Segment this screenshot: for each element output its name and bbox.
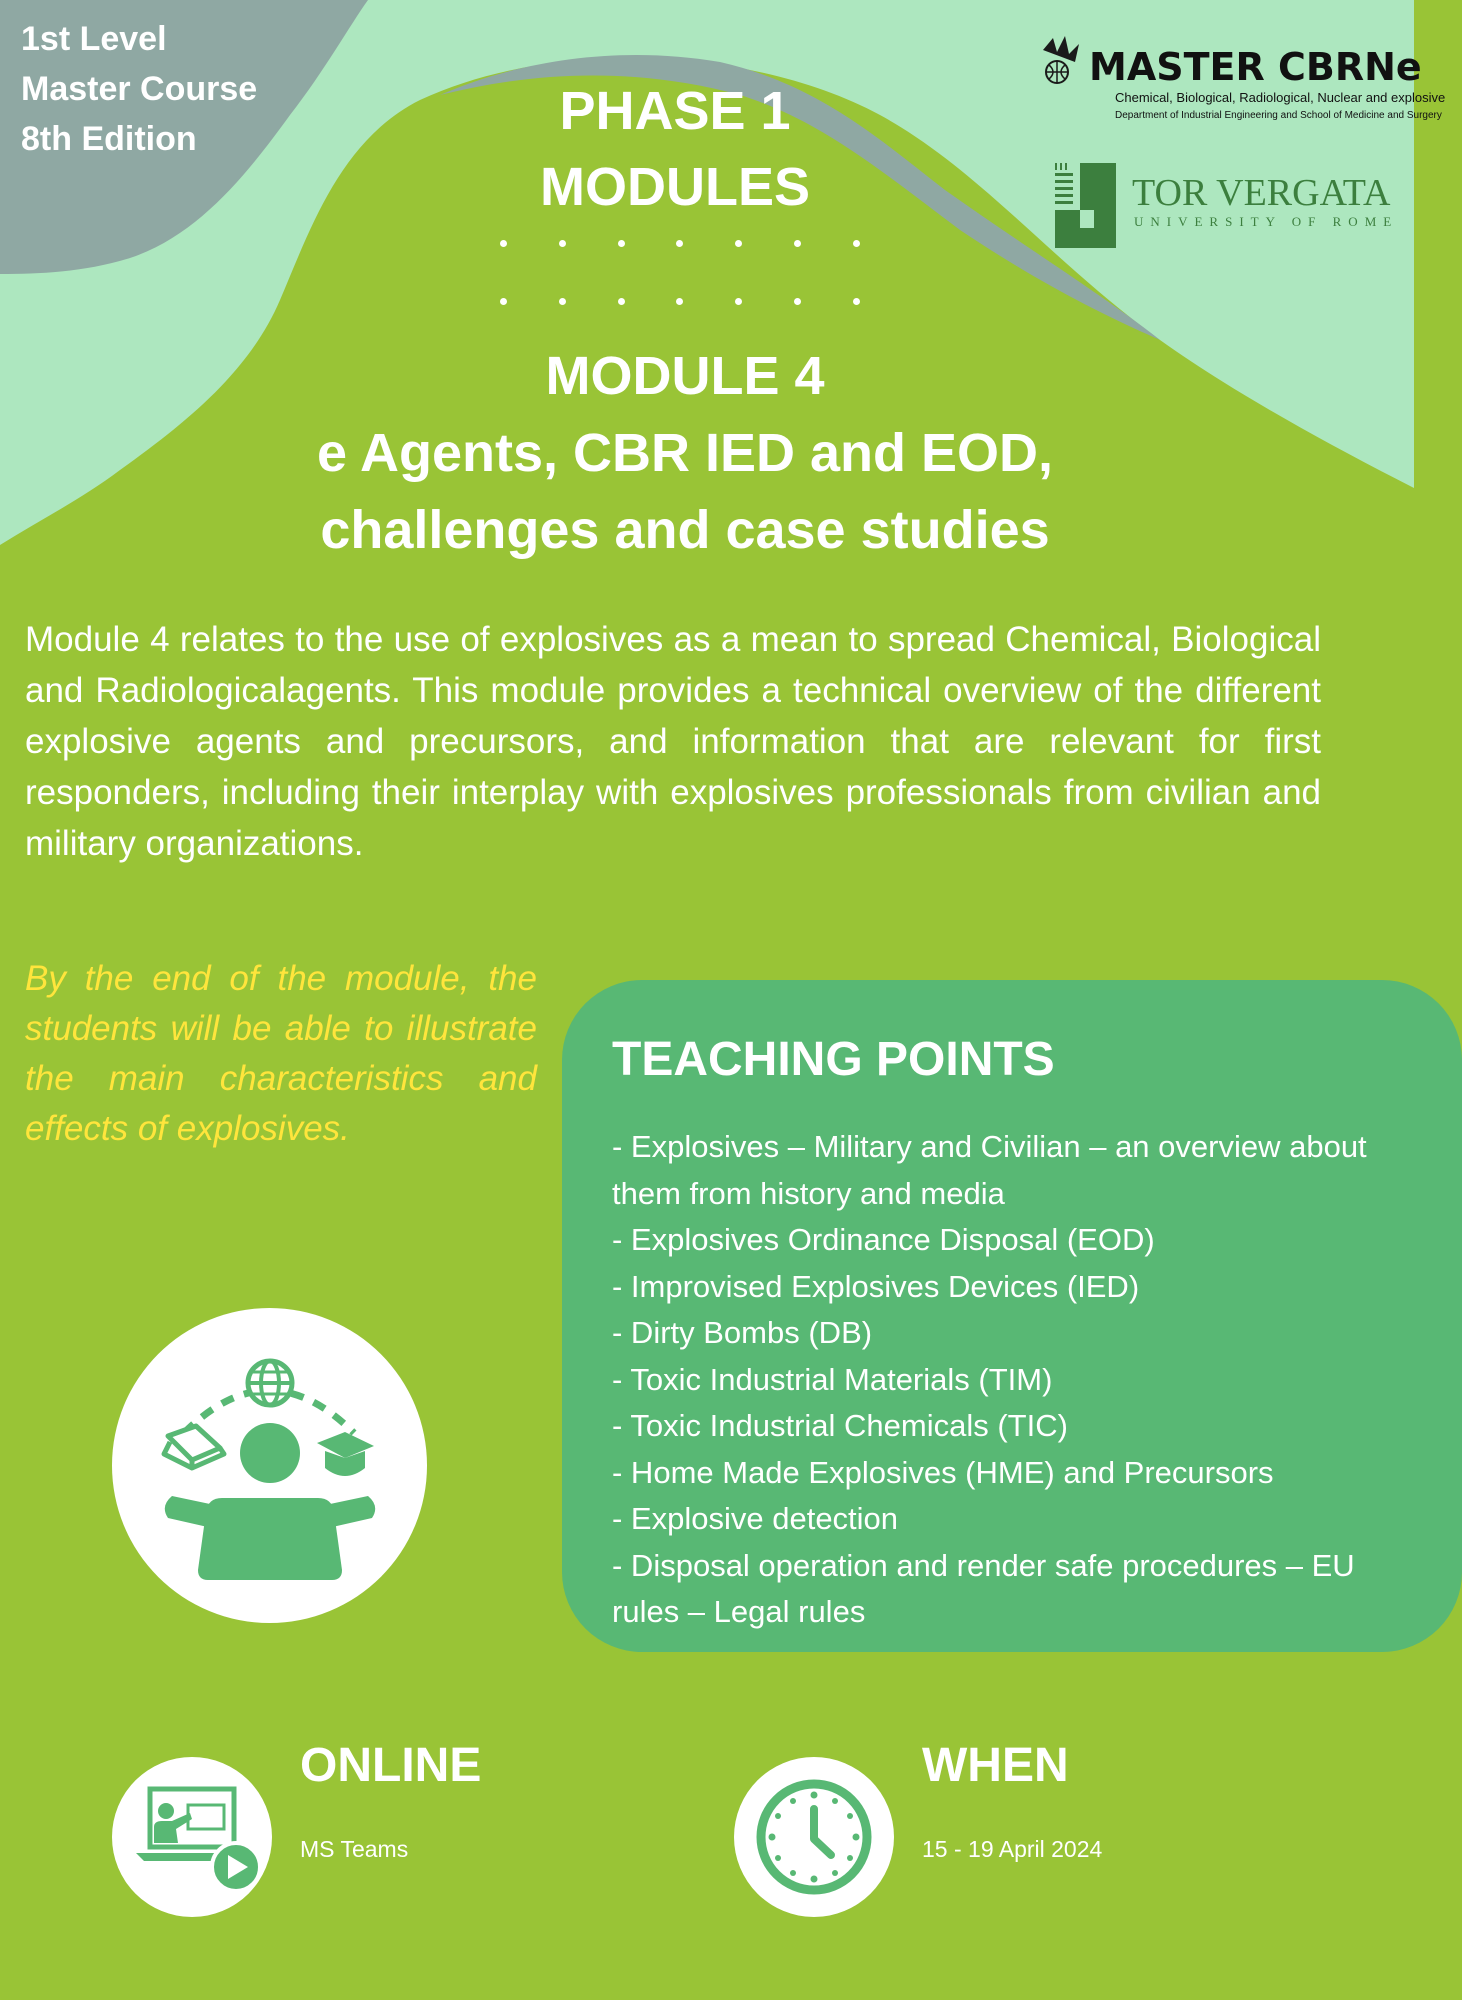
student-icon-circle: [112, 1308, 427, 1623]
globe-icon: [248, 1361, 292, 1405]
dot: [559, 240, 566, 247]
student-learning-icon: [112, 1308, 427, 1623]
dot: [500, 298, 507, 305]
dot: [618, 240, 625, 247]
when-icon-circle: [734, 1757, 894, 1917]
dots-row-2: [500, 298, 860, 305]
teaching-point-line: - Dirty Bombs (DB): [612, 1315, 873, 1350]
teaching-points-list: [612, 1124, 1432, 1636]
phase-title: PHASE 1: [559, 81, 791, 141]
master-cbrne-logo: [1035, 30, 1446, 130]
module-title-line1: e Agents, CBR IED and EOD,: [316, 423, 1054, 483]
teaching-point-line: - Disposal operation and render safe procedures – EU: [612, 1547, 1355, 1583]
dots-row-1: [500, 240, 860, 247]
module-number: MODULE 4: [545, 346, 825, 406]
course-type-line: Master Course: [21, 70, 258, 108]
course-level-line: 1st Level: [21, 20, 167, 58]
master-cbrne-department: Department of Industrial Engineering and School of Medicine and Surgery: [1115, 110, 1442, 121]
eagle-icon: [1043, 36, 1079, 83]
book-icon: [164, 1426, 224, 1468]
dot: [853, 298, 860, 305]
online-title: ONLINE: [300, 1739, 482, 1792]
tor-vergata-name: TOR VERGATA: [1132, 172, 1391, 214]
when-title: WHEN: [922, 1739, 1069, 1792]
tor-vergata-logo: [1050, 160, 1410, 255]
module-description: Module 4 relates to the use of explosives as a mean to spread Chemical, Biological and Radiologicalagents. This module provides a technical overview of the different explosive agents and precursors, and information that are relevant for first responders, including their interplay with explosives professionals from civilian and military organizations.: [25, 620, 1321, 863]
teaching-point-line: - Toxic Industrial Chemicals (TIC): [612, 1408, 1068, 1443]
dot: [853, 240, 860, 247]
dot: [618, 298, 625, 305]
teaching-point-line: rules – Legal rules: [612, 1594, 866, 1629]
teaching-points-title: TEACHING POINTS: [612, 1033, 1055, 1086]
learning-outcome: By the end of the module, the students will be able to illustrate the main characteristics and effects of explosives.: [25, 959, 537, 1148]
dot: [676, 298, 683, 305]
online-teaching-icon: [112, 1757, 272, 1917]
master-cbrne-name: MASTER CBRNe: [1089, 45, 1422, 89]
teaching-point-line: - Toxic Industrial Materials (TIM): [612, 1361, 1053, 1397]
online-platform: MS Teams: [300, 1836, 409, 1862]
teaching-point-line: - Explosive detection: [612, 1501, 899, 1536]
module-title-line2: challenges and case studies: [320, 500, 1050, 560]
tor-vergata-subtitle: UNIVERSITY OF ROME: [1134, 214, 1399, 229]
dot: [794, 298, 801, 305]
graduation-cap-icon: [317, 1432, 374, 1476]
dot: [735, 240, 742, 247]
teaching-point-line: - Explosives Ordinance Disposal (EOD): [612, 1222, 1155, 1257]
online-icon-circle: [112, 1757, 272, 1917]
teaching-point-line: - Improvised Explosives Devices (IED): [612, 1268, 1140, 1304]
dot: [559, 298, 566, 305]
clock-icon: [734, 1757, 894, 1917]
teaching-point-line: - Explosives – Military and Civilian – an overview about: [612, 1129, 1367, 1164]
dot: [794, 240, 801, 247]
course-level: [21, 14, 257, 164]
tower-icon: [1055, 163, 1116, 248]
master-cbrne-subtitle: Chemical, Biological, Radiological, Nuclear and explosive: [1115, 90, 1446, 105]
phase-subtitle: MODULES: [540, 157, 810, 217]
teaching-point-line: - Home Made Explosives (HME) and Precursors: [612, 1454, 1274, 1490]
dot: [735, 298, 742, 305]
when-dates: 15 - 19 April 2024: [922, 1836, 1103, 1862]
course-edition-line: 8th Edition: [21, 120, 197, 158]
dot: [500, 240, 507, 247]
dot: [676, 240, 683, 247]
teaching-point-line: them from history and media: [612, 1175, 1005, 1211]
